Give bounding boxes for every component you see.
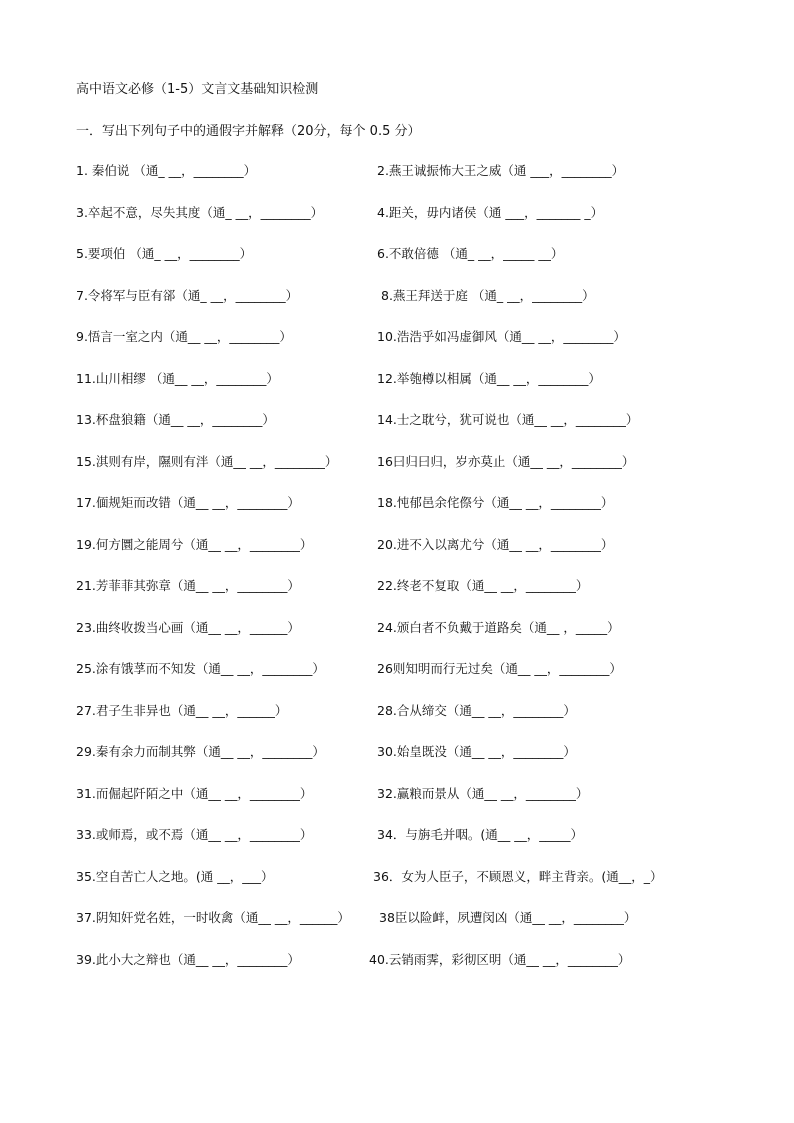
question-item: 11.山川相缪 （通__ __，________） [76,371,279,386]
question-item: 23.曲终收拨当心画（通__ __，______） [76,620,300,635]
question-item: 27.君子生非异也（通__ __，______） [76,703,288,718]
question-item: 10.浩浩乎如冯虚御风（通__ __，________） [377,329,626,344]
section-heading: 一．写出下列句子中的通假字并解释（20分，每个 0.5 分） [76,124,421,139]
question-item: 32.赢粮而景从（通__ __，________） [377,786,589,801]
question-item: 4.距关，毋内诸侯（通 ___，_______ _） [377,205,604,220]
question-item: 18.忳郁邑余侘傺兮（通__ __，________） [377,495,614,510]
question-item: 25.涂有饿莩而不知发（通__ __，________） [76,661,325,676]
question-item: 34．与旃毛并咽。(通__ __，_____） [377,827,584,842]
question-item: 31.而倔起阡陌之中（通__ __，________） [76,786,313,801]
question-row [0,535,794,555]
question-row [0,286,794,306]
question-item: 3.卒起不意，尽失其度（通_ __，________） [76,205,324,220]
question-item: 30.始皇既没（通__ __，________） [377,744,576,759]
question-item: 8.燕王拜送于庭 （通_ __，________） [381,288,595,303]
question-item: 5.要项伯 （通_ __，________） [76,246,253,261]
question-item: 35.空自苦亡人之地。(通 __，___） [76,869,274,884]
question-item: 6.不敢倍德 （通_ __，_____ __） [377,246,564,261]
question-row [0,203,794,223]
question-item: 36．女为人臣子，不顾恩义，畔主背亲。(通__，_） [373,869,663,884]
question-item: 19.何方圜之能周兮（通__ __，________） [76,537,313,552]
question-item: 38臣以险衅，夙遭闵凶（通__ __，________） [379,910,637,925]
question-item: 26则知明而行无过矣（通__ __，________） [377,661,622,676]
question-item: 14.士之耽兮，犹可说也（通__ __，________） [377,412,639,427]
question-item: 33.或师焉，或不焉（通__ __，________） [76,827,313,842]
question-row [0,410,794,430]
question-row [0,659,794,679]
question-item: 7.令将军与臣有郤（通_ __，________） [76,288,299,303]
question-row [0,369,794,389]
question-item: 28.合从缔交（通__ __，________） [377,703,576,718]
question-item: 40.云销雨霁，彩彻区明（通__ __，________） [369,952,631,967]
question-row [0,618,794,638]
question-row [0,327,794,347]
question-item: 21.芳菲菲其弥章（通__ __，________） [76,578,300,593]
question-item: 13.杯盘狼籍（通__ __，________） [76,412,275,427]
question-item: 17.偭规矩而改错（通__ __，________） [76,495,300,510]
question-item: 39.此小大之辩也（通__ __，________） [76,952,300,967]
question-item: 9.悟言一室之内（通__ __，________） [76,329,292,344]
question-item: 22.终老不复取（通__ __，________） [377,578,589,593]
question-item: 15.淇则有岸，隰则有泮（通__ __，________） [76,454,338,469]
question-row [0,244,794,264]
question-row [0,908,794,928]
document-title: 高中语文必修（1-5）文言文基础知识检测 [76,82,319,97]
question-row [0,452,794,472]
question-row [0,701,794,721]
question-item: 16曰归曰归，岁亦莫止（通__ __，________） [377,454,635,469]
question-row [0,784,794,804]
question-row [0,576,794,596]
question-row [0,742,794,762]
question-row [0,867,794,887]
question-row [0,493,794,513]
question-item: 12.举匏樽以相属（通__ __，________） [377,371,601,386]
question-item: 1. 秦伯说 （通_ __，________） [76,163,257,178]
question-row [0,825,794,845]
question-row [0,950,794,970]
question-item: 20.进不入以离尤兮（通__ __，________） [377,537,614,552]
question-item: 29.秦有余力而制其弊（通__ __，________） [76,744,325,759]
question-item: 24.颁白者不负戴于道路矣（通__ ，_____） [377,620,620,635]
question-item: 37.阴知奸党名姓，一时收禽（通__ __，______） [76,910,350,925]
question-item: 2.燕王诚振怖大王之威（通 ___，________） [377,163,625,178]
question-row [0,161,794,181]
